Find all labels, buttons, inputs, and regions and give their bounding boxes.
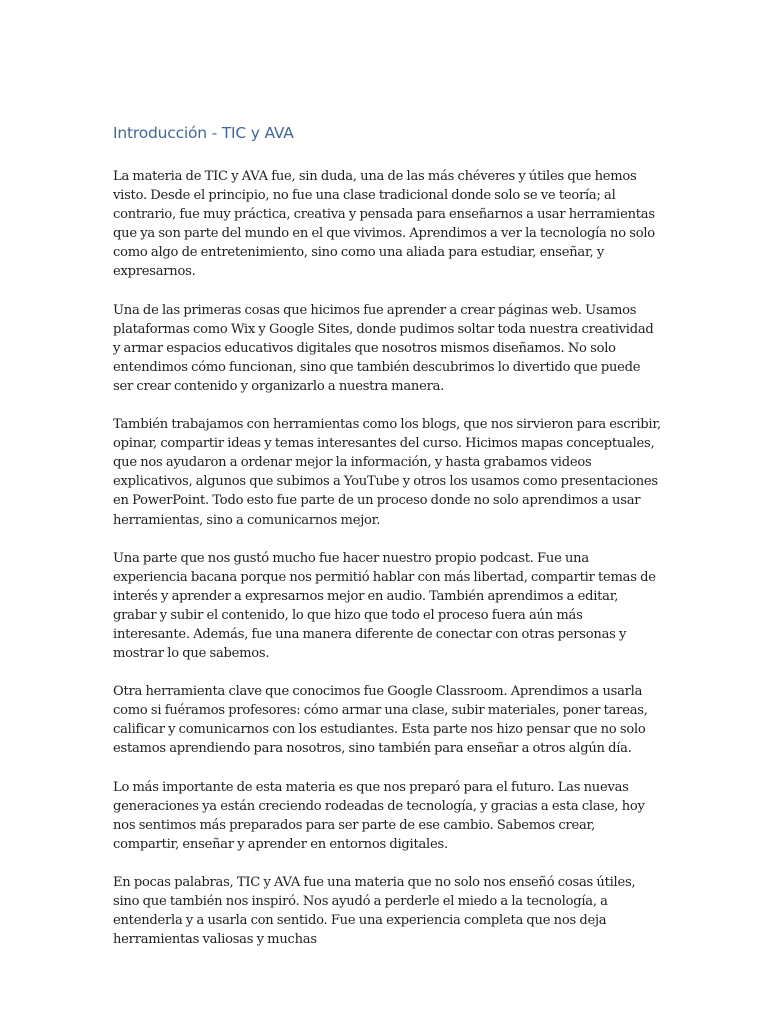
document-body [113,167,661,968]
paragraph-6: Lo más importante de esta materia es que nos preparó para el futuro. Las nuevas generaciones ya están creciendo rodeadas de tecnología, y gracias a esta clase, hoy nos sentimos más preparados para ser parte de ese cambio. Sabemos crear, compartir, enseñar y aprender en entornos digitales. [113,779,645,852]
paragraph-1: La materia de TIC y AVA fue, sin duda, una de las más chéveres y útiles que hemos visto. Desde el principio, no fue una clase tradicional donde solo se ve teoría; al contrario, fue muy práctica, creativa y pensada para enseñarnos a usar herramientas que ya son parte del mundo en el que vivimos. Aprendimos a ver la tecnología no solo como algo de entretenimiento, sino como una aliada para estudiar, enseñar, y expresarnos. [113,169,655,280]
paragraph-2: Una de las primeras cosas que hicimos fue aprender a crear páginas web. Usamos plataformas como Wix y Google Sites, donde pudimos soltar toda nuestra creatividad y armar espacios educativos digitales que nosotros mismos diseñamos. No solo entendimos cómo funcionan, sino que también descubrimos lo divertido que puede ser crear contenido y organizarlo a nuestra manera. [113,302,654,394]
paragraph-7: En pocas palabras, TIC y AVA fue una materia que no solo nos enseñó cosas útiles, sino que también nos inspiró. Nos ayudó a perderle el miedo a la tecnología, a entenderla y a usarla con sentido. Fue una experiencia completa que nos deja herramientas valiosas y muchas [113,874,636,948]
paragraph-3: También trabajamos con herramientas como los blogs, que nos sirvieron para escribir, opinar, compartir ideas y temas interesantes del curso. Hicimos mapas conceptuales, que nos ayudaron a ordenar mejor la información, y hasta grabamos videos explicativos, algunos que subimos a YouTube y otros los usamos como presentaciones en PowerPoint. Todo esto fue parte de un proceso donde no solo aprendimos a usar herramientas, sino a comunicarnos mejor. [113,417,661,528]
paragraph-5: Otra herramienta clave que conocimos fue Google Classroom. Aprendimos a usarla como si fuéramos profesores: cómo armar una clase, subir materiales, poner tareas, calificar y comunicarnos con los estudiantes. Esta parte nos hizo pensar que no solo estamos aprendiendo para nosotros, sino también para enseñar a otros algún día. [113,684,648,757]
paragraph-4: Una parte que nos gustó mucho fue hacer nuestro propio podcast. Fue una experiencia bacana porque nos permitió hablar con más libertad, compartir temas de interés y aprender a expresarnos mejor en audio. También aprendimos a editar, grabar y subir el contenido, lo que hizo que todo el proceso fuera aún más interesante. Además, fue una manera diferente de conectar con otras personas y mostrar lo que sabemos. [113,550,656,662]
document-title: Introducción - TIC y AVA [113,124,294,142]
